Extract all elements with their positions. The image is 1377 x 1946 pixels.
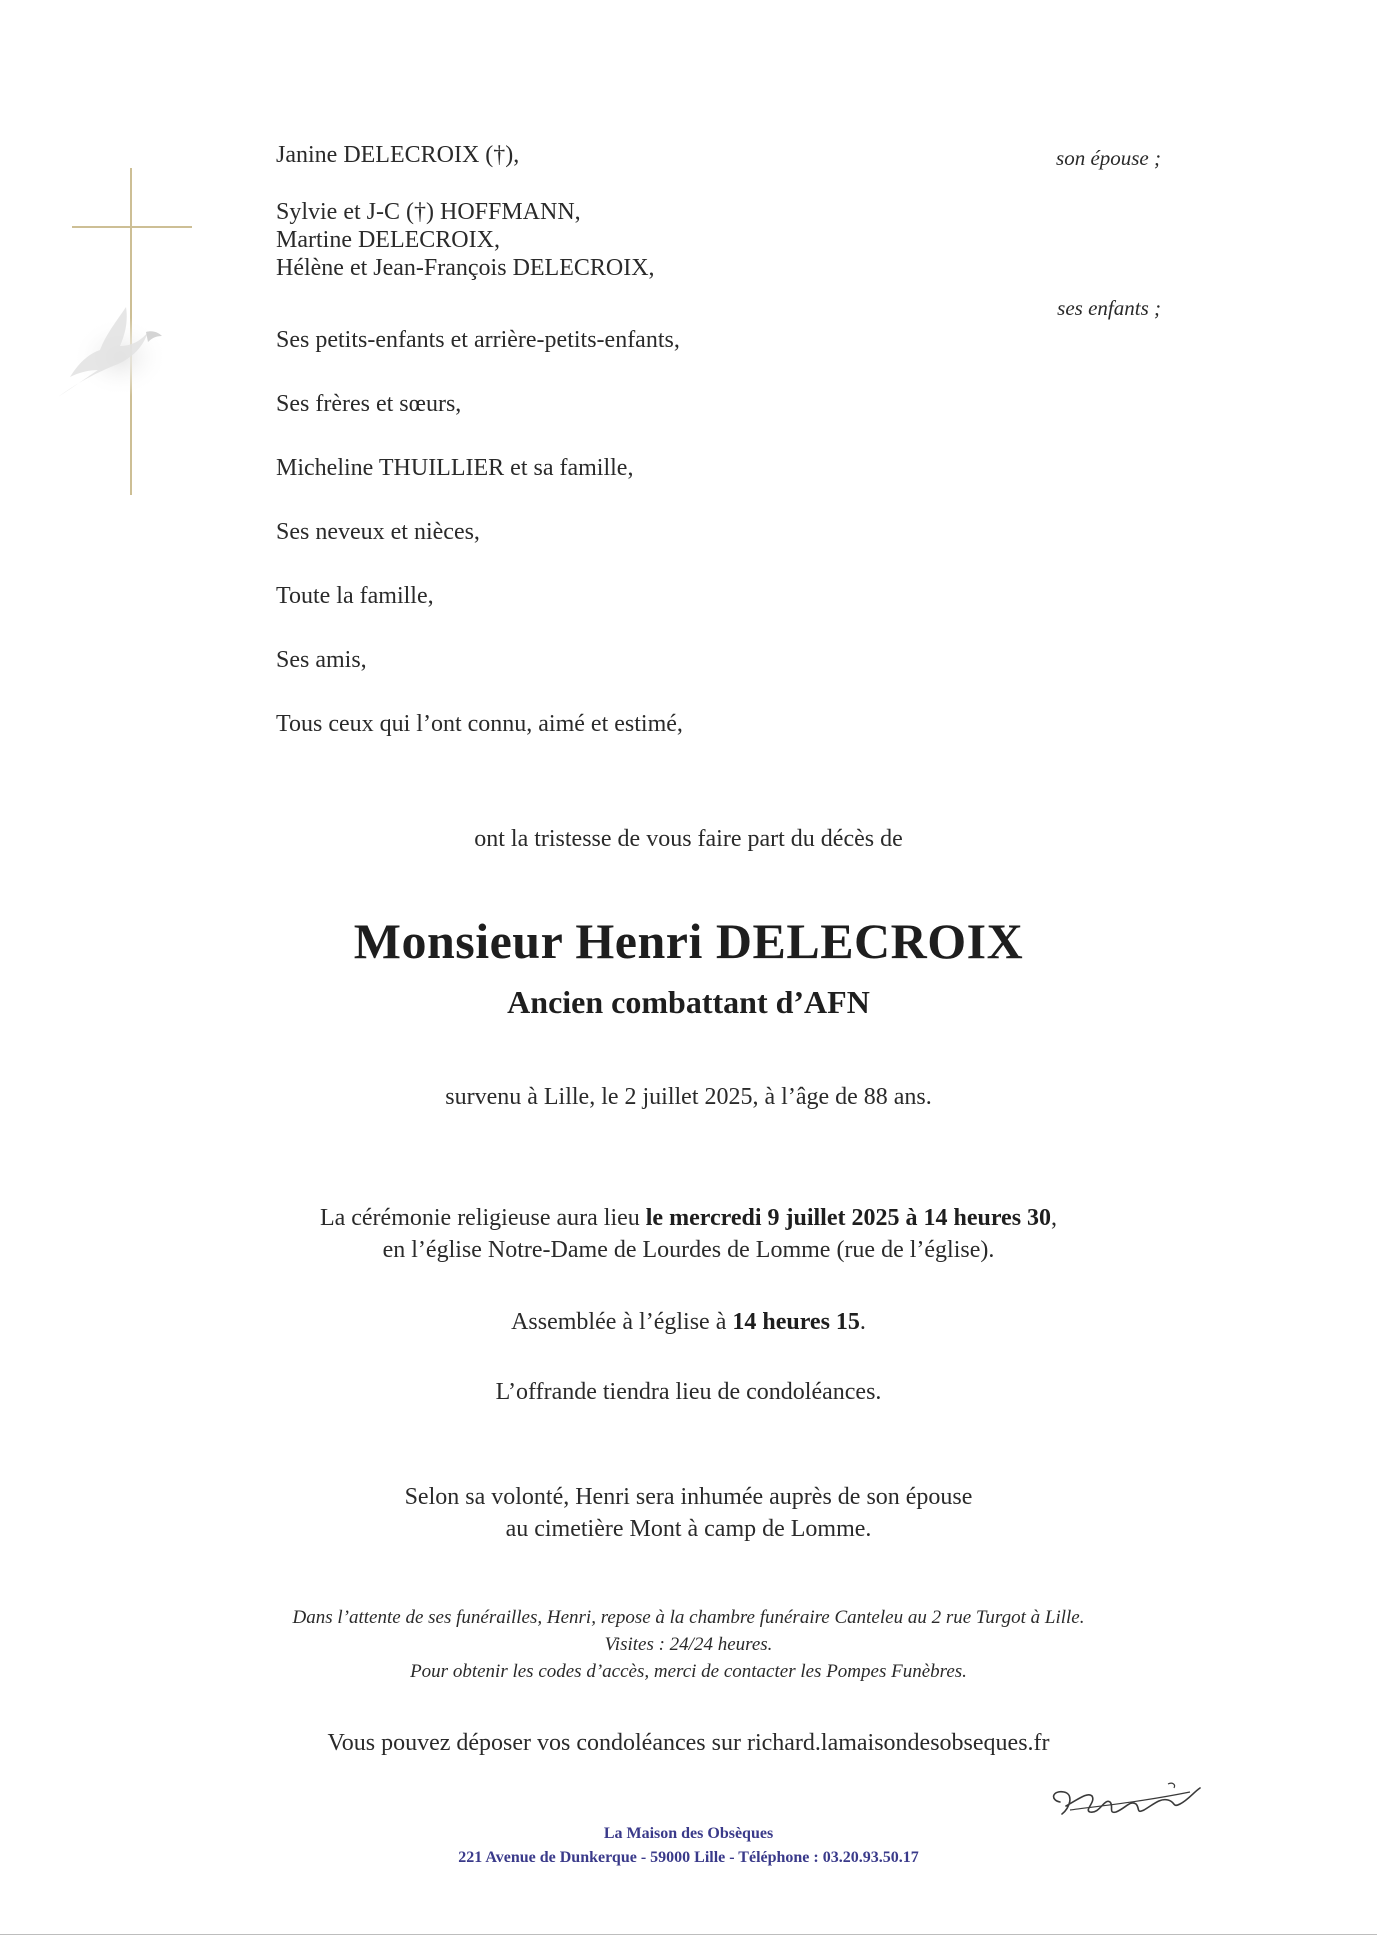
ceremony-line-1 — [0, 1202, 1377, 1234]
family-line: Ses amis, — [276, 647, 367, 673]
family-line: Toute la famille, — [276, 583, 434, 609]
bottom-rule — [0, 1934, 1377, 1935]
death-details: survenu à Lille, le 2 juillet 2025, à l’âge de 88 ans. — [445, 1084, 932, 1110]
family-line: Martine DELECROIX, — [276, 227, 500, 253]
family-line: Micheline THUILLIER et sa famille, — [276, 455, 634, 481]
assembly-time: 14 heures 15 — [732, 1309, 860, 1335]
family-line: Tous ceux qui l’ont connu, aimé et estimé, — [276, 711, 683, 737]
assembly-text: Assemblée à l’église à — [511, 1309, 733, 1335]
family-line: Ses petits-enfants et arrière-petits-enfants, — [276, 327, 680, 353]
deceased-title: Ancien combattant d’AFN — [507, 984, 870, 1020]
family-line: Hélène et Jean-François DELECROIX, — [276, 255, 655, 281]
announcement-intro: ont la tristesse de vous faire part du décès de — [474, 826, 903, 852]
condolences-line: Vous pouvez déposer vos condoléances sur richard.lamaisondesobseques.fr — [327, 1730, 1050, 1756]
funeral-home-line-1: Dans l’attente de ses funérailles, Henri, repose à la chambre funéraire Canteleu au 2 rue Turgot à Lille. — [292, 1607, 1085, 1628]
funeral-home-visits: Visites : 24/24 heures. — [604, 1634, 773, 1655]
family-line: Ses neveux et nièces, — [276, 519, 480, 545]
role-label-spouse: son épouse ; — [1056, 146, 1161, 170]
ceremony-date: le mercredi 9 juillet 2025 à 14 heures 30 — [645, 1205, 1052, 1231]
dove-icon — [48, 302, 178, 422]
burial-line-1: Selon sa volonté, Henri sera inhumée auprès de son épouse — [404, 1484, 973, 1510]
cross-horizontal-decoration — [72, 226, 192, 228]
family-line: Sylvie et J-C (†) HOFFMANN, — [276, 199, 581, 225]
burial-line-2: au cimetière Mont à camp de Lomme. — [505, 1516, 872, 1542]
assembly-line — [0, 1306, 1377, 1338]
family-line: Janine DELECROIX (†), — [276, 142, 520, 168]
funeral-home-line-3: Pour obtenir les codes d’accès, merci de contacter les Pompes Funèbres. — [410, 1661, 967, 1682]
ceremony-text: La cérémonie religieuse aura lieu — [319, 1205, 646, 1231]
assembly-punct: . — [859, 1309, 866, 1335]
family-line: Ses frères et sœurs, — [276, 391, 462, 417]
ceremony-location: en l’église Notre-Dame de Lourdes de Lomme (rue de l’église). — [382, 1237, 995, 1263]
role-label-children: ses enfants ; — [1057, 296, 1161, 320]
company-name: La Maison des Obsèques — [603, 1825, 774, 1842]
signature-icon — [1040, 1762, 1205, 1832]
offering-line: L’offrande tiendra lieu de condoléances. — [495, 1379, 882, 1405]
deceased-name: Monsieur Henri DELECROIX — [353, 913, 1024, 969]
company-address: 221 Avenue de Dunkerque - 59000 Lille - Téléphone : 03.20.93.50.17 — [458, 1849, 919, 1866]
ceremony-punct: , — [1051, 1205, 1058, 1231]
